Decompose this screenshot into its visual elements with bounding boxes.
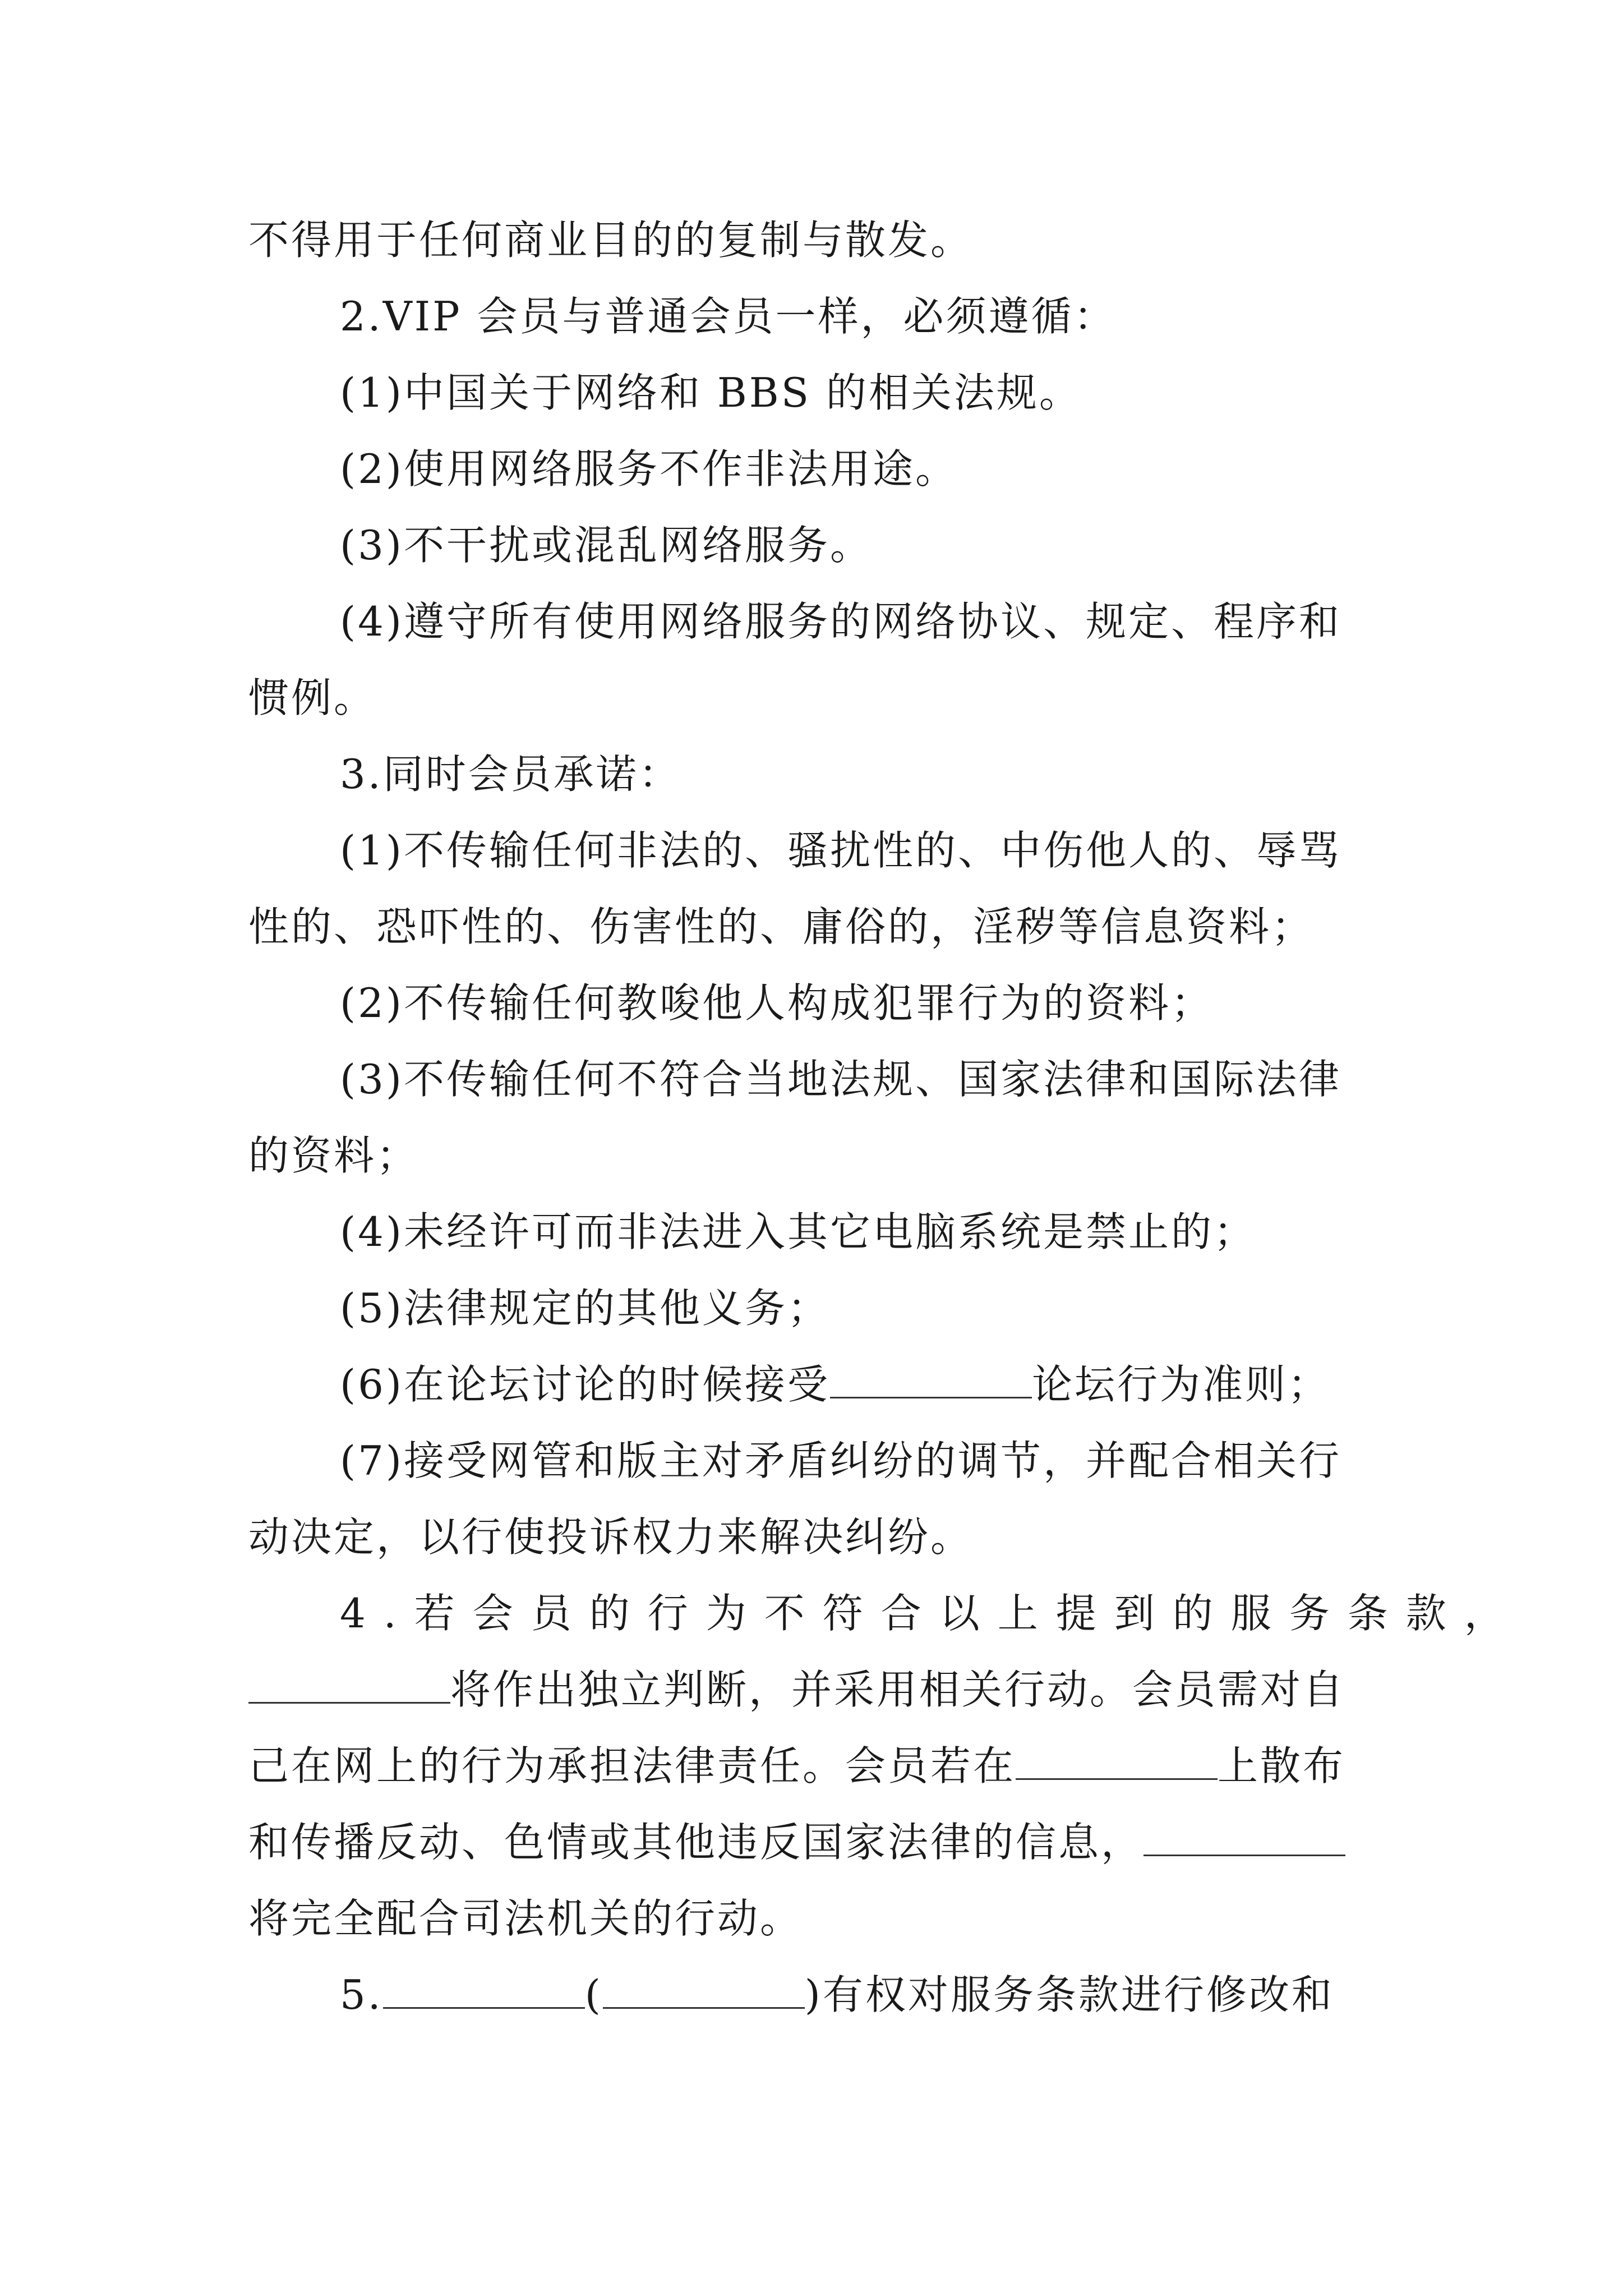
text-line: 不得用于任何商业目的的复制与散发。: [248, 217, 974, 264]
text-line: 将完全配合司法机关的行动。: [248, 1895, 803, 1942]
list-item: (1)中国关于网络和 BBS 的相关法规。: [340, 369, 1082, 416]
text-segment: )有权对服务条款进行修改和: [804, 1971, 1334, 2018]
fill-in-blank[interactable]: [603, 1960, 805, 2009]
text-line: 性的、恐吓性的、伤害性的、庸俗的，淫秽等信息资料；: [248, 903, 1315, 950]
text-segment: 己在网上的行为承担法律责任。会员若在: [248, 1742, 1016, 1789]
list-item: (4)遵守所有使用网络服务的网络协议、规定、程序和: [340, 598, 1341, 645]
text-segment: 和传播反动、色情或其他违反国家法律的信息，: [248, 1819, 1144, 1866]
list-item: (3)不干扰或混乱网络服务。: [340, 522, 873, 569]
section-heading-5: [248, 1957, 1376, 2033]
list-item: (5)法律规定的其他义务；: [340, 1285, 830, 1332]
text-segment: 将作出独立判断，并采用相关行动。会员需对自: [450, 1666, 1346, 1713]
list-item: (1)不传输任何非法的、骚扰性的、中伤他人的、辱骂: [340, 827, 1341, 874]
section-heading-3: 3.同时会员承诺：: [340, 751, 681, 798]
list-item: (2)不传输任何教唆他人构成犯罪行为的资料；: [340, 979, 1214, 1027]
document-body: [248, 202, 1523, 2033]
fill-in-blank[interactable]: [1016, 1731, 1218, 1780]
text-segment: 5.: [340, 1971, 383, 2018]
text-line: 惯例。: [248, 674, 377, 721]
fill-in-blank[interactable]: [248, 1655, 450, 1704]
text-segment: (6)在论坛讨论的时候接受: [340, 1361, 830, 1408]
list-item: (7)接受网管和版主对矛盾纠纷的调节，并配合相关行: [340, 1437, 1341, 1484]
fill-in-blank[interactable]: [830, 1350, 1032, 1398]
list-item: (4)未经许可而非法进入其它电脑系统是禁止的；: [340, 1208, 1256, 1255]
text-segment: 上散布: [1218, 1742, 1346, 1789]
list-item: (2)使用网络服务不作非法用途。: [340, 445, 958, 493]
text-line: [248, 1728, 1376, 1804]
fill-in-blank[interactable]: [1144, 1807, 1345, 1856]
text-segment: (: [584, 1971, 603, 2018]
fill-in-blank[interactable]: [383, 1960, 585, 2009]
text-line: [248, 1651, 1376, 1728]
section-heading-2: 2.VIP 会员与普通会员一样，必须遵循：: [340, 293, 1117, 340]
text-line: 动决定，以行使投诉权力来解决纠纷。: [248, 1513, 974, 1561]
list-item: (3)不传输任何不符合当地法规、国家法律和国际法律: [340, 1056, 1341, 1103]
list-item: [248, 1346, 1376, 1423]
text-line: [248, 1804, 1376, 1880]
section-heading-4: 4.若会员的行为不符合以上提到的服务条款，: [340, 1590, 1523, 1637]
text-line: 的资料；: [248, 1132, 419, 1179]
text-segment: 论坛行为准则；: [1032, 1361, 1331, 1408]
